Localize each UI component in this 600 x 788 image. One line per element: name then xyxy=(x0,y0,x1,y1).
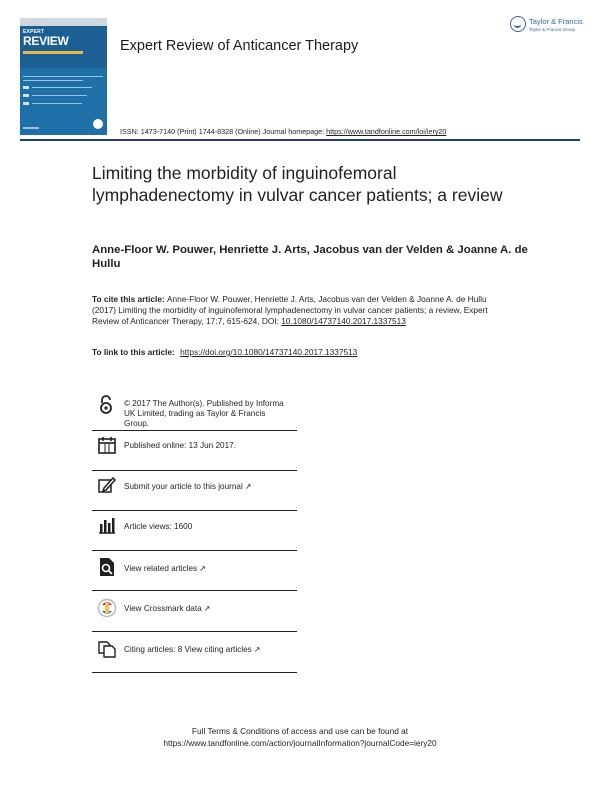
publisher-logo-icon xyxy=(510,16,526,32)
terms-footer xyxy=(0,726,600,749)
row-divider xyxy=(92,510,297,511)
issn-line xyxy=(120,127,446,136)
license-text xyxy=(124,399,284,430)
publisher-tagline: Taylor & Francis Group xyxy=(529,27,576,32)
edit-icon[interactable] xyxy=(96,474,118,496)
submit-article-link[interactable] xyxy=(124,482,251,492)
publisher-name: Taylor & Francis xyxy=(529,17,583,26)
row-divider xyxy=(92,470,297,471)
citing-articles-link[interactable] xyxy=(124,645,260,655)
license-line-2: UK Limited, trading as Taylor & Francis xyxy=(124,409,266,419)
calendar-icon xyxy=(96,434,118,456)
citation-block xyxy=(92,294,512,328)
external-link-icon: ↗ xyxy=(203,604,211,613)
article-views-text: Article views: 1600 xyxy=(124,522,193,531)
publisher-logo[interactable] xyxy=(510,16,590,38)
terms-line: Full Terms & Conditions of access and use can be found at xyxy=(191,726,409,736)
external-link-icon: ↗ xyxy=(253,645,261,654)
article-authors: Anne-Floor W. Pouwer, Henriette J. Arts, Jacobus van der Velden & Joanne A. de Hullu xyxy=(92,244,528,270)
link-label: To link to this article: xyxy=(92,347,178,357)
external-link-icon: ↗ xyxy=(199,564,206,573)
license-line-3: Group. xyxy=(124,419,150,429)
bar-chart-icon xyxy=(96,514,118,536)
journal-cover-image xyxy=(20,18,107,135)
citing-documents-icon[interactable] xyxy=(96,637,118,659)
search-document-icon[interactable] xyxy=(96,556,118,578)
row-divider xyxy=(92,430,297,431)
journal-title[interactable]: Expert Review of Anticancer Therapy xyxy=(120,38,359,54)
crossmark-label: View Crossmark data xyxy=(124,604,202,613)
citing-articles-label: Citing articles: 8 View citing articles xyxy=(124,645,252,654)
article-doi-link[interactable]: https://doi.org/10.1080/14737140.2017.1337513 xyxy=(180,347,358,357)
cover-review-text: REVIEW xyxy=(23,34,69,48)
related-articles-label: View related articles xyxy=(124,564,198,573)
header-divider xyxy=(20,139,580,141)
crossmark-link[interactable] xyxy=(124,604,210,614)
article-title: Limiting the morbidity of inguinofemoral lymphadenectomy in vulvar cancer patients; a review xyxy=(92,163,503,205)
row-divider xyxy=(92,590,297,591)
cite-doi-link[interactable]: 10.1080/14737140.2017.1337513 xyxy=(281,316,406,327)
cover-expert-text: EXPERT xyxy=(23,29,45,35)
external-link-icon: ↗ xyxy=(244,482,252,491)
open-access-icon xyxy=(96,394,118,416)
cite-text: Anne-Floor W. Pouwer, Henriette J. Arts, Jacobus van der Velden & Joanne A. de Hullu (2017) Limiting the morbidity of inguinofemoral lymphadenectomy in vulvar cancer patients; a review, Expert Review of Anticancer Therapy, 17:7, 615-624, DOI: xyxy=(92,294,488,327)
row-divider xyxy=(92,672,297,673)
crossmark-icon[interactable] xyxy=(96,597,118,619)
issn-text: ISSN: 1473-7140 (Print) 1744-8328 (Online) Journal homepage: xyxy=(120,127,327,136)
license-line-1: © 2017 The Author(s). Published by Informa xyxy=(124,399,284,408)
row-divider xyxy=(92,550,297,551)
cite-label: To cite this article: xyxy=(92,294,167,304)
article-link-block xyxy=(92,347,512,357)
published-online-text: Published online: 13 Jun 2017. xyxy=(124,441,236,450)
journal-homepage-link[interactable]: https://www.tandfonline.com/loi/iery20 xyxy=(326,127,447,136)
submit-article-label: Submit your article to this journal xyxy=(124,482,243,491)
terms-url-link[interactable]: https://www.tandfonline.com/action/journalInformation?journalCode=iery20 xyxy=(163,737,437,748)
row-divider xyxy=(92,631,297,632)
related-articles-link[interactable] xyxy=(124,564,206,574)
